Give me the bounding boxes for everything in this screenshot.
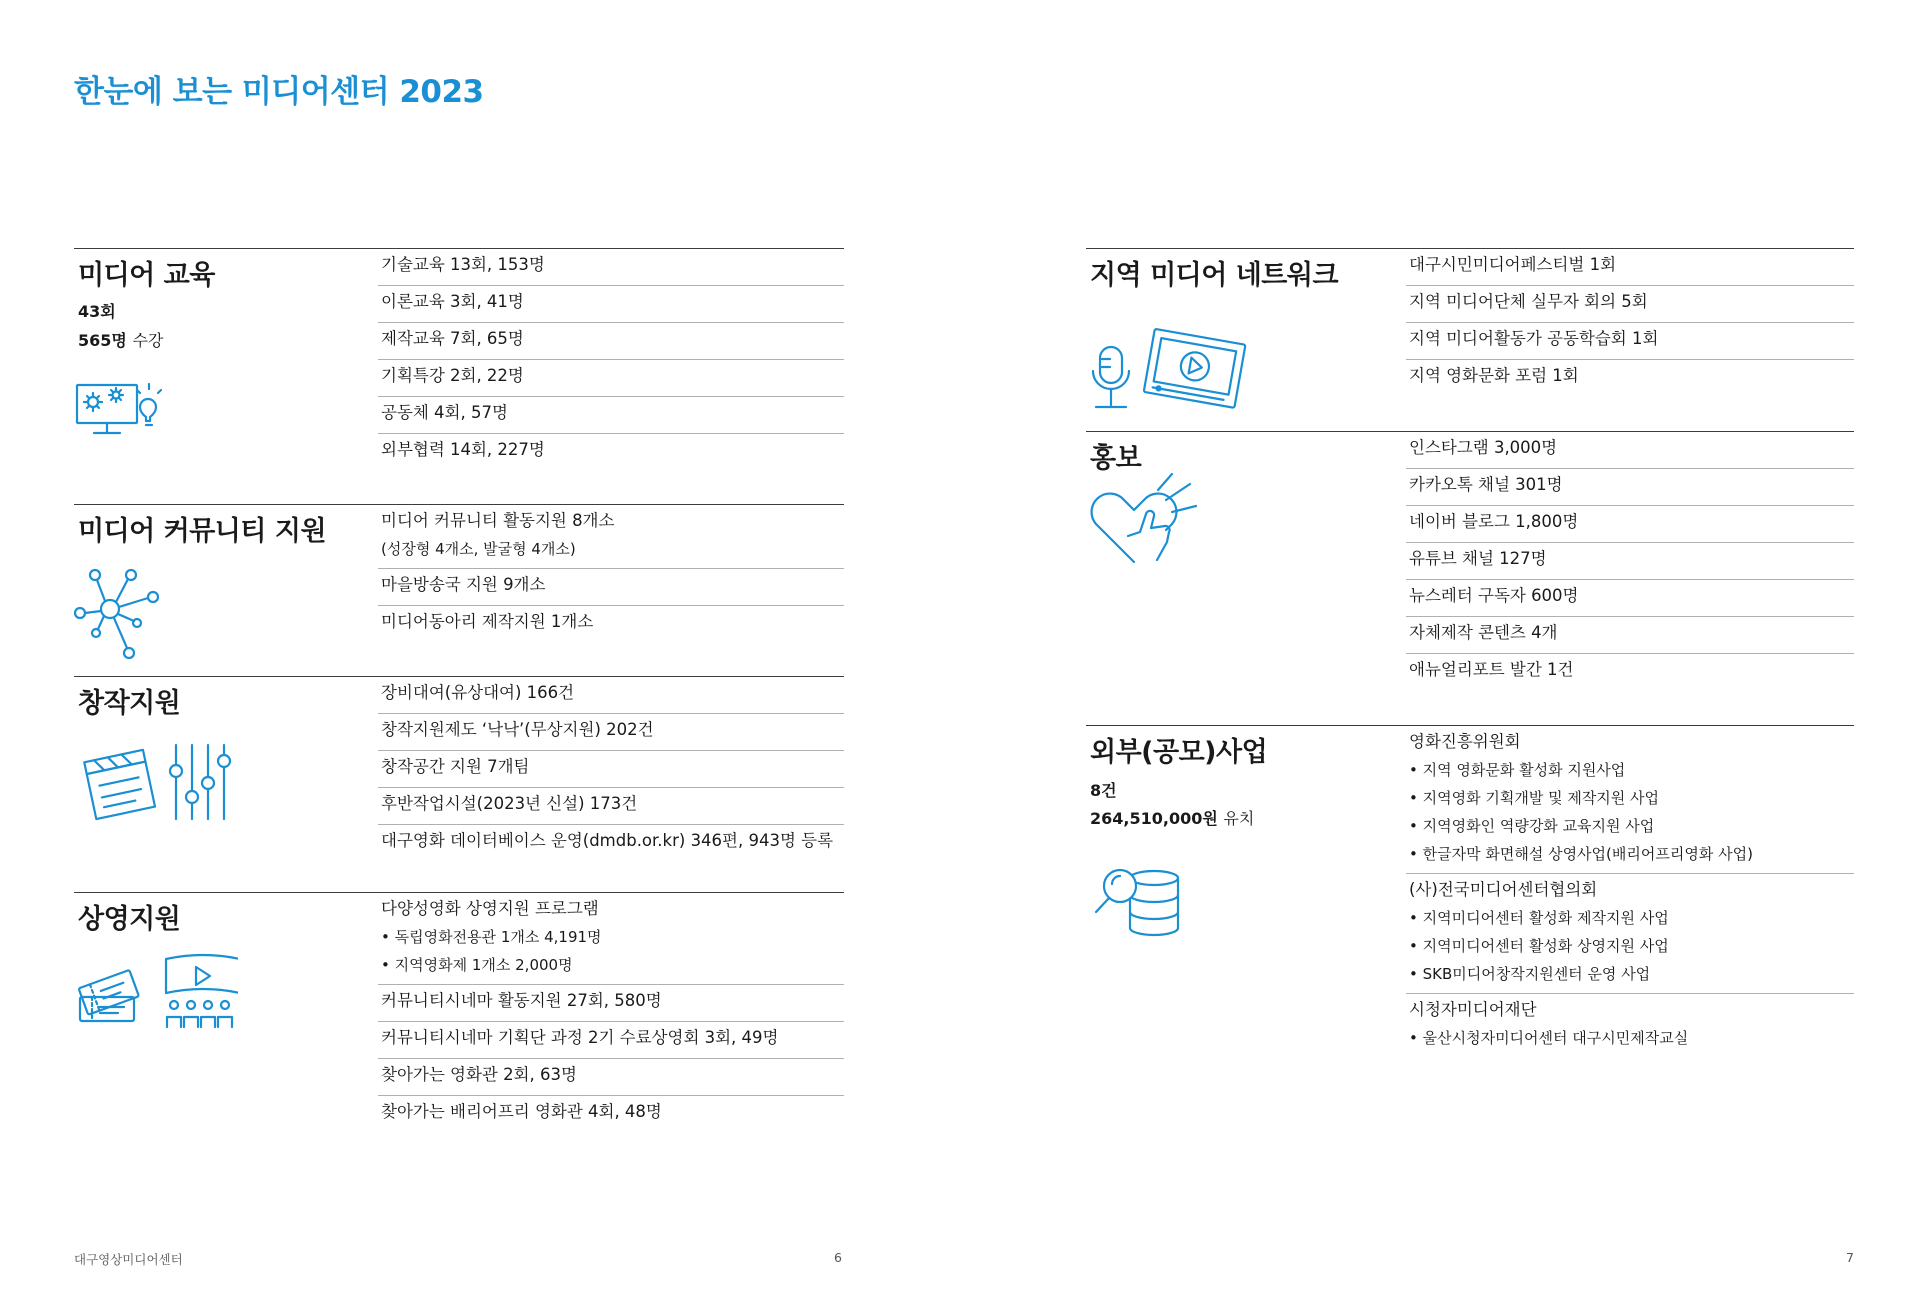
- education-list: [378, 249, 844, 471]
- list-item: 창작지원제도 ‘낙낙’(무상지원) 202건: [378, 714, 844, 751]
- list-item: 애뉴얼리포트 발간 1건: [1409, 660, 1574, 679]
- section-media-education: [74, 248, 844, 503]
- list-item: 공동체 4회, 57명: [378, 397, 844, 434]
- page-title: 한눈에 보는 미디어센터 2023: [74, 74, 484, 110]
- list-item: 창작공간 지원 7개팀: [378, 751, 844, 788]
- section-heading: 홍보: [1090, 443, 1142, 474]
- list-item: 이론교육 3회, 41명: [378, 286, 844, 323]
- section-heading: 창작지원: [78, 688, 181, 719]
- list-item: 외부협력 14회, 227명: [381, 440, 545, 459]
- microphone-video-icon: [1088, 327, 1258, 421]
- section-promotion: [1086, 431, 1854, 694]
- database-search-icon: [1092, 864, 1184, 940]
- list-item: 시청자미디어재단 • 울산시청자미디어센터 대구시민제작교실: [1409, 1000, 1689, 1047]
- network-hub-icon: [74, 567, 164, 661]
- page-number-right: 7: [1846, 1250, 1854, 1265]
- list-item: 후반작업시설(2023년 신설) 173건: [378, 788, 844, 825]
- stat-participants: 565명 수강: [78, 331, 164, 350]
- list-item: 커뮤니티시네마 기획단 과정 2기 수료상영회 3회, 49명: [378, 1022, 844, 1059]
- section-screening: [74, 892, 844, 1143]
- stat-projects: 8건: [1090, 781, 1117, 800]
- list-item: 대구시민미디어페스티벌 1회: [1406, 249, 1854, 286]
- list-item: 미디어 커뮤니티 활동지원 8개소 (성장형 4개소, 발굴형 4개소): [378, 505, 844, 569]
- list-item: 찾아가는 영화관 2회, 63명: [378, 1059, 844, 1096]
- list-item: 자체제작 콘텐츠 4개: [1406, 617, 1854, 654]
- clapperboard-mixer-icon: [82, 741, 242, 825]
- section-network: [1086, 248, 1854, 431]
- page-number-left: 6: [834, 1250, 842, 1265]
- list-item: 인스타그램 3,000명: [1406, 432, 1854, 469]
- list-item: 기술교육 13회, 153명: [378, 249, 844, 286]
- list-item: 미디어동아리 제작지원 1개소: [381, 612, 594, 631]
- list-item: (사)전국미디어센터협의회 • 지역미디어센터 활성화 제작지원 사업 • 지역미디어센터 활성화 상영지원 사업 • SKB미디어창작지원센터 운영 사업: [1406, 874, 1854, 994]
- list-item: 영화진흥위원회 • 지역 영화문화 활성화 지원사업 • 지역영화 기획개발 및 제작지원 사업 • 지역영화인 역량강화 교육지원 사업 • 한글자막 화면해설 상영사업(배리어프리영화 사업): [1406, 726, 1854, 874]
- list-item: 커뮤니티시네마 활동지원 27회, 580명: [378, 985, 844, 1022]
- screening-list: [378, 893, 844, 1133]
- community-list: [378, 505, 844, 643]
- list-item: 네이버 블로그 1,800명: [1406, 506, 1854, 543]
- footer-org: 대구영상미디어센터: [74, 1252, 183, 1267]
- creation-list: [378, 677, 844, 862]
- section-community: [74, 504, 844, 675]
- list-item: 장비대여(유상대여) 166건: [378, 677, 844, 714]
- list-item: 지역 미디어단체 실무자 회의 5회: [1406, 286, 1854, 323]
- section-heading: 지역 미디어 네트워크: [1090, 260, 1339, 291]
- external-list: [1406, 726, 1854, 1057]
- section-external: [1086, 725, 1854, 1086]
- promotion-list: [1406, 432, 1854, 691]
- list-item: 대구영화 데이터베이스 운영(dmdb.or.kr) 346편, 943명 등록: [381, 831, 834, 850]
- heart-hand-icon: [1088, 466, 1208, 572]
- section-heading: 미디어 커뮤니티 지원: [78, 516, 327, 547]
- section-heading: 미디어 교육: [78, 260, 215, 291]
- list-item: 카카오톡 채널 301명: [1406, 469, 1854, 506]
- monitor-gears-bulb-icon: [74, 377, 162, 439]
- stat-sessions: 43회: [78, 302, 116, 321]
- list-item: 유튜브 채널 127명: [1406, 543, 1854, 580]
- section-heading: 외부(공모)사업: [1090, 737, 1268, 768]
- list-item: 제작교육 7회, 65명: [378, 323, 844, 360]
- list-item: 마을방송국 지원 9개소: [378, 569, 844, 606]
- network-list: [1406, 249, 1854, 397]
- tickets-cinema-icon: [78, 949, 238, 1029]
- stat-funding: 264,510,000원 유치: [1090, 809, 1255, 828]
- section-heading: 상영지원: [78, 904, 181, 935]
- list-item: 기획특강 2회, 22명: [378, 360, 844, 397]
- list-item: 지역 미디어활동가 공동학습회 1회: [1406, 323, 1854, 360]
- list-item: 찾아가는 배리어프리 영화관 4회, 48명: [381, 1102, 662, 1121]
- list-item: 뉴스레터 구독자 600명: [1406, 580, 1854, 617]
- section-creation: [74, 676, 844, 891]
- list-item: 지역 영화문화 포럼 1회: [1409, 366, 1579, 385]
- list-item: 다양성영화 상영지원 프로그램 • 독립영화전용관 1개소 4,191명 • 지역영화제 1개소 2,000명: [378, 893, 844, 985]
